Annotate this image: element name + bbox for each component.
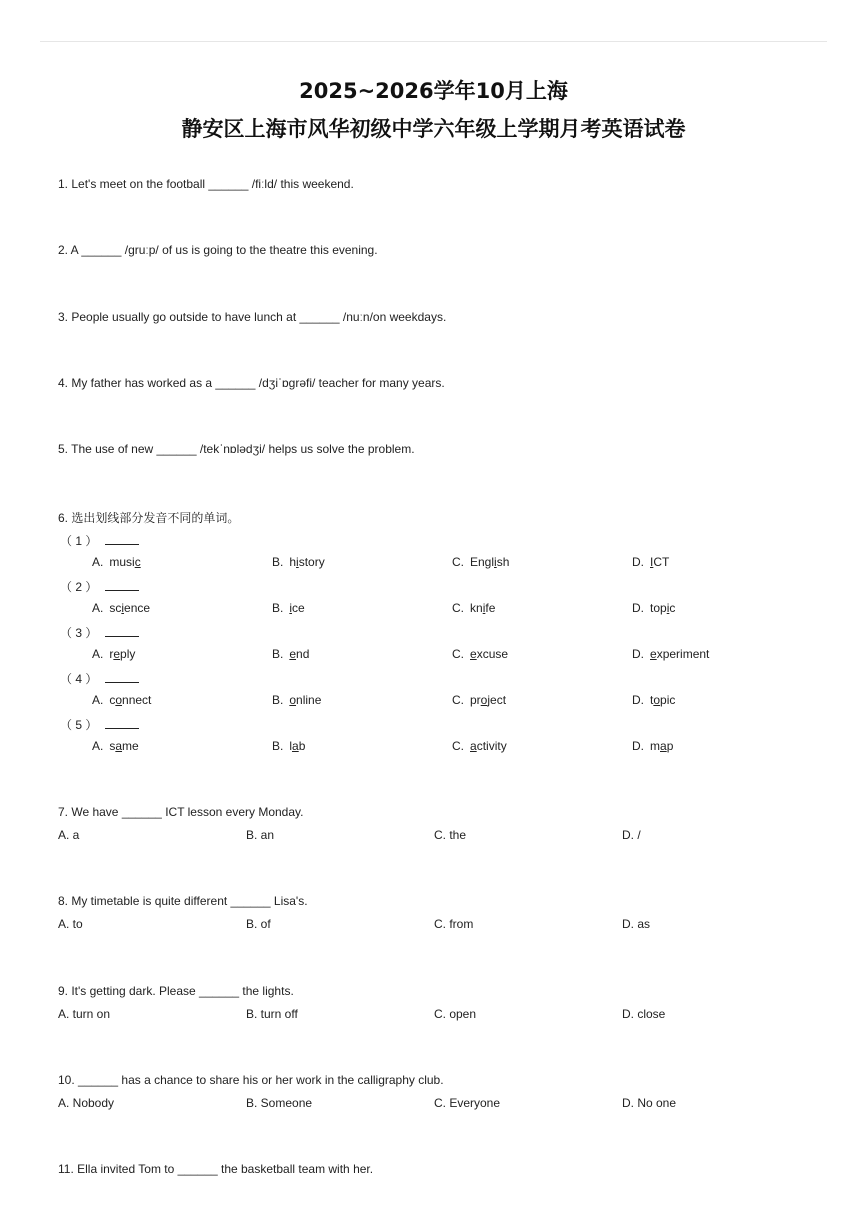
- underlined-letters: a: [115, 739, 123, 753]
- option-word-part: b: [298, 739, 306, 753]
- choice-option: B. turn off: [246, 1007, 298, 1021]
- option-word-part: nnect: [122, 693, 152, 707]
- option-word-part: top: [650, 601, 667, 615]
- choice-option: D. /: [622, 828, 641, 842]
- underlined-letters: o: [115, 693, 123, 707]
- option-word-part: m: [650, 739, 660, 753]
- question-2: 2. A ______ /ɡruːp/ of us is going to the theatre this evening.: [58, 243, 378, 257]
- option-word-part: xcuse: [476, 647, 509, 661]
- q6-subquestion-label: （ 2 ）: [60, 580, 98, 594]
- underlined-letters: a: [660, 739, 667, 753]
- underlined-letters: i: [482, 601, 486, 615]
- top-divider: [40, 41, 827, 42]
- option-word-part: fe: [485, 601, 496, 615]
- choice-option: B. an: [246, 828, 275, 842]
- q6-option: [272, 647, 309, 661]
- choice-option: C. open: [434, 1007, 477, 1021]
- answer-blank: [105, 626, 139, 637]
- option-letter: B.: [272, 693, 284, 707]
- answer-blank: [105, 718, 139, 729]
- q6-option: [92, 693, 151, 707]
- option-word-part: me: [122, 739, 139, 753]
- option-word-part: story: [298, 555, 325, 569]
- option-word-part: ence: [124, 601, 151, 615]
- option-letter: A.: [92, 647, 104, 661]
- option-letter: A.: [92, 693, 104, 707]
- question-1: 1. Let's meet on the football ______ /fiːld/ this weekend.: [58, 177, 354, 191]
- choice-option: A. Nobody: [58, 1096, 115, 1110]
- option-word-part: kn: [470, 601, 483, 615]
- option-letter: D.: [632, 739, 644, 753]
- option-word-part: musi: [109, 555, 135, 569]
- option-word-part: h: [289, 555, 297, 569]
- underlined-letters: e: [650, 647, 657, 661]
- underlined-letters: e: [289, 647, 297, 661]
- underlined-letters: I: [650, 555, 654, 569]
- option-letter: C.: [452, 739, 464, 753]
- underlined-letters: i: [666, 601, 670, 615]
- option-word-part: ply: [120, 647, 136, 661]
- choice-option: A. to: [58, 917, 83, 931]
- choice-option: D. as: [622, 917, 651, 931]
- q6-option: [272, 739, 305, 753]
- option-word-part: Engl: [470, 555, 495, 569]
- choice-option: B. Someone: [246, 1096, 313, 1110]
- option-letter: C.: [452, 693, 464, 707]
- option-letter: D.: [632, 693, 644, 707]
- option-word-part: t: [650, 693, 654, 707]
- q6-subquestion-label: （ 4 ）: [60, 672, 98, 686]
- underlined-letters: i: [289, 601, 293, 615]
- exam-title-line-2: 静安区上海市风华初级中学六年级上学期月考英语试卷: [181, 117, 686, 141]
- underlined-letters: a: [470, 739, 477, 753]
- option-word-part: ject: [487, 693, 507, 707]
- question-6-stem: 6. 选出划线部分发音不同的单词。: [58, 511, 240, 525]
- choice-option: C. the: [434, 828, 467, 842]
- q6-subquestion-number: [60, 532, 139, 549]
- option-word-part: r: [109, 647, 114, 661]
- q6-option: [452, 693, 506, 707]
- q6-option: [632, 555, 669, 569]
- underlined-letters: o: [480, 693, 488, 707]
- q6-option: [272, 555, 325, 569]
- underlined-letters: i: [296, 555, 299, 569]
- option-word-part: ce: [292, 601, 305, 615]
- underlined-letters: e: [470, 647, 477, 661]
- question-7: 7. We have ______ ICT lesson every Monday.: [58, 805, 304, 819]
- option-letter: C.: [452, 601, 464, 615]
- choice-option: C. from: [434, 917, 474, 931]
- option-letter: B.: [272, 739, 284, 753]
- q6-option: [92, 739, 139, 753]
- choice-option: B. of: [246, 917, 271, 931]
- option-word-part: c: [109, 693, 116, 707]
- answer-blank: [105, 534, 139, 545]
- q6-subquestion-number: [60, 716, 139, 733]
- underlined-letters: o: [653, 693, 661, 707]
- question-4: 4. My father has worked as a ______ /dʒiˈɒɡrəfi/ teacher for many years.: [58, 376, 445, 390]
- option-word-part: nline: [296, 693, 322, 707]
- q6-option: [452, 555, 509, 569]
- option-letter: C.: [452, 647, 464, 661]
- option-word-part: CT: [653, 555, 670, 569]
- question-5: 5. The use of new ______ /tekˈnɒlədʒi/ helps us solve the problem.: [58, 442, 415, 456]
- q6-subquestion-number: [60, 670, 139, 687]
- question-3: 3. People usually go outside to have lunch at ______ /nuːn/on weekdays.: [58, 310, 447, 324]
- answer-blank: [105, 672, 139, 683]
- question-9: 9. It's getting dark. Please ______ the lights.: [58, 984, 294, 998]
- q6-option: [632, 739, 673, 753]
- q6-subquestion-label: （ 5 ）: [60, 718, 98, 732]
- option-letter: C.: [452, 555, 464, 569]
- option-letter: A.: [92, 555, 104, 569]
- q6-option: [272, 693, 321, 707]
- option-letter: B.: [272, 555, 284, 569]
- q6-option: [632, 601, 675, 615]
- q6-option: [272, 601, 305, 615]
- question-11: 11. Ella invited Tom to ______ the basketball team with her.: [58, 1162, 374, 1176]
- option-word-part: nd: [296, 647, 310, 661]
- option-word-part: ctivity: [476, 739, 507, 753]
- underlined-letters: o: [289, 693, 297, 707]
- option-word-part: pr: [470, 693, 481, 707]
- option-word-part: pic: [660, 693, 676, 707]
- q6-option: [452, 647, 508, 661]
- underlined-letters: e: [113, 647, 121, 661]
- option-word-part: c: [669, 601, 676, 615]
- option-word-part: p: [666, 739, 674, 753]
- option-letter: A.: [92, 739, 104, 753]
- choice-option: D. No one: [622, 1096, 677, 1110]
- option-word-part: sc: [109, 601, 122, 615]
- option-letter: D.: [632, 555, 644, 569]
- answer-blank: [105, 580, 139, 591]
- exam-title-line-1: 2025~2026学年10月上海: [299, 79, 568, 103]
- option-letter: A.: [92, 601, 104, 615]
- q6-option: [632, 647, 709, 661]
- q6-option: [92, 647, 135, 661]
- option-word-part: s: [109, 739, 116, 753]
- q6-subquestion-label: （ 3 ）: [60, 626, 98, 640]
- underlined-letters: i: [121, 601, 125, 615]
- q6-option: [452, 739, 507, 753]
- choice-option: A. turn on: [58, 1007, 111, 1021]
- option-letter: B.: [272, 601, 284, 615]
- option-letter: D.: [632, 647, 644, 661]
- choice-option: A. a: [58, 828, 80, 842]
- q6-subquestion-label: （ 1 ）: [60, 534, 98, 548]
- q6-subquestion-number: [60, 578, 139, 595]
- q6-option: [632, 693, 675, 707]
- underlined-letters: i: [494, 555, 497, 569]
- question-10: 10. ______ has a chance to share his or her work in the calligraphy club.: [58, 1073, 444, 1087]
- option-word-part: sh: [496, 555, 510, 569]
- question-8: 8. My timetable is quite different ______ Lisa's.: [58, 894, 308, 908]
- q6-option: [92, 555, 141, 569]
- underlined-letters: c: [134, 555, 141, 569]
- underlined-letters: a: [292, 739, 299, 753]
- option-word-part: l: [289, 739, 293, 753]
- q6-option: [92, 601, 150, 615]
- q6-subquestion-number: [60, 624, 139, 641]
- option-letter: B.: [272, 647, 284, 661]
- option-letter: D.: [632, 601, 644, 615]
- choice-option: C. Everyone: [434, 1096, 501, 1110]
- option-word-part: xperiment: [656, 647, 710, 661]
- choice-option: D. close: [622, 1007, 666, 1021]
- q6-option: [452, 601, 495, 615]
